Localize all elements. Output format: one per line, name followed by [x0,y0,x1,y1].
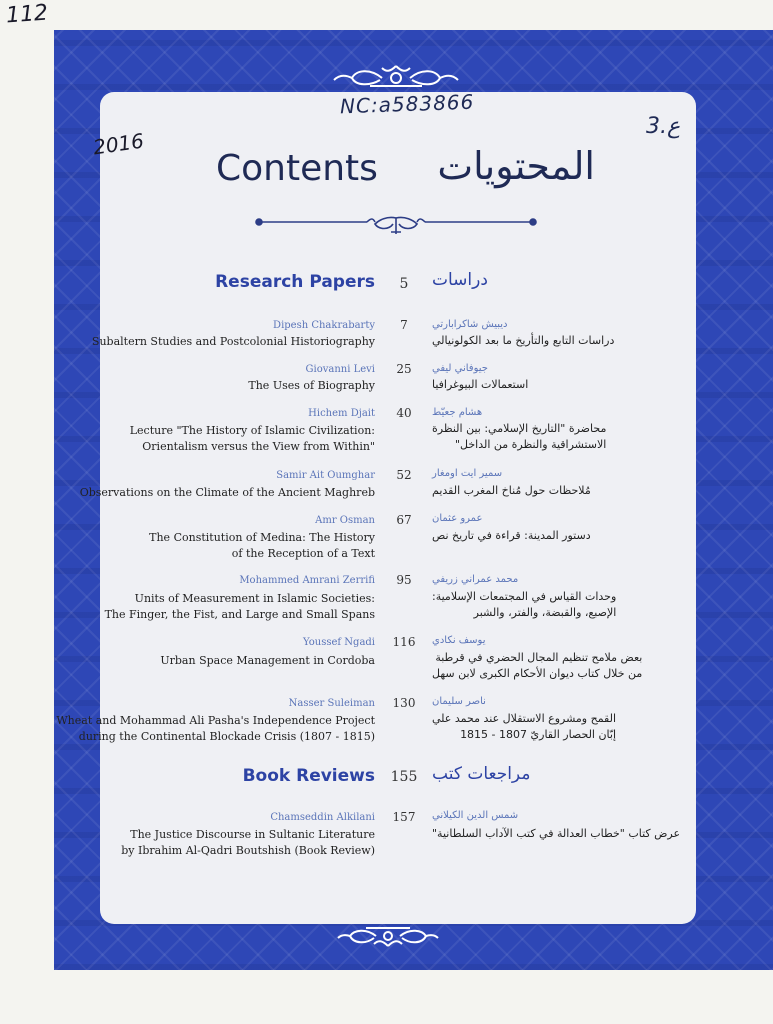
entry-title-arabic: بعض ملامح تنظيم المجال الحضري في قرطبة من خلال كتاب ديوان الأحكام الكبرى لابن سهل [432,651,643,680]
entry-author-arabic: هشام جعيّط [432,407,483,418]
section-heading-book-reviews: Book Reviews [242,766,375,786]
contents-title-english: Contents [216,148,378,189]
entry-title-english: Lecture "The History of Islamic Civilization: Orientalism versus the View from Within" [129,424,375,453]
entry-title-english: The Justice Discourse in Sultanic Literature by Ibrahim Al-Qadri Boutshish (Book Review) [121,828,375,857]
entry-author-english: Nasser Suleiman [288,698,375,709]
handwritten-year: 2016 [91,128,146,160]
entry-title-arabic: عرض كتاب "خطاب العدالة في كتب الآداب السلطانية" [432,827,681,840]
entry-title-english: Units of Measurement in Islamic Societies: The Finger, the Fist, and Large and Small Spans [104,592,375,621]
entry-title-english: Subaltern Studies and Postcolonial Historiography [91,335,375,348]
handwritten-catalog-number: NC:a583866 [339,89,475,119]
entry-author-english: Giovanni Levi [305,364,375,375]
entry-title-arabic: محاضرة "التاريخ الإسلامي: بين النظرة الاستشراقية والنظرة من الداخل" [432,422,607,451]
contents-title-arabic: المحتويات [437,144,595,188]
entry-title-english: The Uses of Biography [248,379,375,392]
entry-page-number: 116 [392,635,416,649]
section-page-number: 155 [390,769,418,785]
entry-author-arabic: محمد عمراني زريفي [432,574,519,585]
entry-author-arabic: عمرو عثمان [432,513,483,524]
entry-author-arabic: شمس الدين الكيلاني [432,810,519,821]
entry-title-english: Urban Space Management in Cordoba [160,654,375,667]
entry-author-english: Hichem Djait [308,408,375,419]
entry-title-arabic: دستور المدينة: قراءة في تاريخ نص [432,529,591,542]
divider-ornament-icon [255,212,537,238]
entry-title-arabic: دراسات التابع والتأريخ ما بعد الكولونيالي [432,334,615,347]
handwritten-page-number: 112 [5,0,49,29]
entry-title-arabic: وحدات القياس في المجتمعات الإسلامية: الإصبع، والقبضة، والفتر، والشبر [432,590,617,619]
entry-author-arabic: ديبيش شاكرابارتي [432,319,508,330]
entry-page-number: 157 [392,810,416,824]
entry-author-english: Dipesh Chakrabarty [273,320,375,331]
top-ornament-icon [330,62,462,92]
entry-title-arabic: القمح ومشروع الاستقلال عند محمد علي إبّان الحصار القاريّ 1807 - 1815 [432,712,617,741]
section-page-number: 5 [399,276,409,292]
section-heading-book-reviews-arabic: مراجعات كتب [432,764,531,784]
entry-author-english: Chamseddin Alkilani [270,812,375,823]
bottom-ornament-icon [336,924,440,952]
entry-author-english: Youssef Ngadi [303,637,375,648]
entry-page-number: 130 [392,696,416,710]
entry-page-number: 52 [396,468,412,482]
entry-title-english: Observations on the Climate of the Ancient Maghreb [79,486,375,499]
entry-title-arabic: استعمالات البيوغرافيا [432,378,529,391]
entry-page-number: 25 [396,362,412,376]
entry-author-english: Amr Osman [315,515,375,526]
entry-title-arabic: مُلاحظات حول مُناخ المغرب القديم [432,484,591,497]
entry-page-number: 67 [396,513,412,527]
entry-title-english: The Constitution of Medina: The History of the Reception of a Text [149,531,375,560]
section-heading-research-papers-arabic: دراسات [432,270,488,290]
entry-author-english: Samir Ait Oumghar [276,470,375,481]
entry-author-english: Mohammed Amrani Zerrifi [239,575,375,586]
entry-author-arabic: يوسف نكادي [432,635,486,646]
entry-page-number: 95 [396,573,412,587]
entry-author-arabic: سمير ايت اومغار [432,468,503,479]
entry-author-arabic: جيوفاني ليفي [432,363,488,374]
section-heading-research-papers: Research Papers [215,272,375,292]
entry-page-number: 7 [400,318,408,332]
entry-page-number: 40 [396,406,412,420]
handwritten-shelf-mark: 3.ع [646,114,681,139]
entry-author-arabic: ناصر سليمان [432,696,486,707]
entry-title-english: Wheat and Mohammad Ali Pasha's Independence Project during the Continental Blockade Crisis (1807 - 1815) [56,714,375,743]
